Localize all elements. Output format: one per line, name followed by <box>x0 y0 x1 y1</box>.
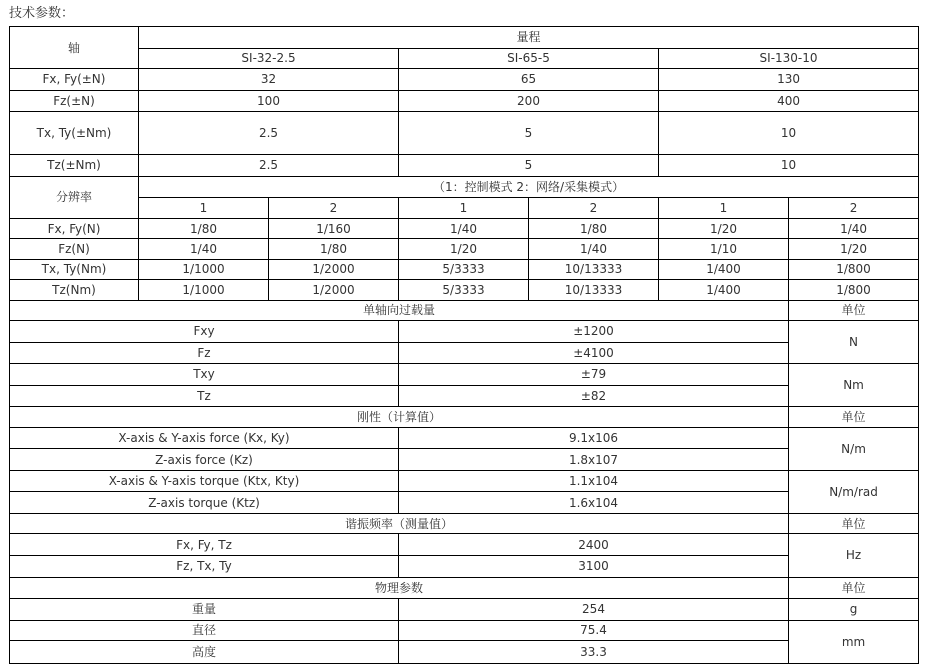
resonance-row <box>10 555 919 577</box>
model-cell: SI-130-10 <box>659 48 919 68</box>
overload-unit: N <box>789 321 919 364</box>
range-value: 10 <box>659 112 919 155</box>
overload-row <box>10 321 919 343</box>
range-row <box>10 69 919 91</box>
overload-value: ±4100 <box>399 342 789 364</box>
resonance-row <box>10 534 919 556</box>
stiffness-unit: N/m <box>789 427 919 470</box>
physical-value: 33.3 <box>399 641 789 664</box>
unit-header: 单位 <box>789 513 919 533</box>
range-value: 5 <box>399 155 659 177</box>
model-cell: SI-65-5 <box>399 48 659 68</box>
physical-header-row <box>10 577 919 599</box>
resolution-value: 1/160 <box>269 218 399 238</box>
resolution-header-row <box>10 176 919 198</box>
mode-cell: 1 <box>139 198 269 218</box>
resolution-value: 1/800 <box>789 280 919 300</box>
resolution-value: 1/40 <box>789 218 919 238</box>
resolution-value: 1/20 <box>659 218 789 238</box>
resolution-value: 1/400 <box>659 280 789 300</box>
stiffness-row-label: Z-axis force (Kz) <box>10 449 399 471</box>
mode-cell: 2 <box>529 198 659 218</box>
overload-row-label: Fz <box>10 342 399 364</box>
resolution-value: 1/2000 <box>269 259 399 279</box>
range-value: 100 <box>139 90 399 112</box>
range-value: 130 <box>659 69 919 91</box>
mode-cell: 1 <box>659 198 789 218</box>
resolution-value: 5/3333 <box>399 259 529 279</box>
page-title: 技术参数： <box>9 6 75 21</box>
physical-unit: g <box>789 599 919 621</box>
resonance-title: 谐振频率（测量值） <box>10 513 789 533</box>
resolution-row <box>10 259 919 279</box>
physical-title: 物理参数 <box>10 577 789 599</box>
resolution-value: 1/20 <box>399 239 529 259</box>
stiffness-row <box>10 470 919 492</box>
range-value: 400 <box>659 90 919 112</box>
resolution-value: 1/40 <box>399 218 529 238</box>
stiffness-unit: N/m/rad <box>789 470 919 513</box>
resolution-value: 1/10 <box>659 239 789 259</box>
range-value: 65 <box>399 69 659 91</box>
resolution-row <box>10 239 919 259</box>
physical-row-label: 直径 <box>10 620 399 640</box>
resolution-value: 1/1000 <box>139 259 269 279</box>
overload-row <box>10 364 919 386</box>
physical-value: 75.4 <box>399 620 789 640</box>
overload-row-label: Txy <box>10 364 399 386</box>
stiffness-title: 刚性（计算值） <box>10 407 789 427</box>
stiffness-header-row <box>10 407 919 427</box>
mode-cell: 2 <box>269 198 399 218</box>
unit-header: 单位 <box>789 300 919 320</box>
resonance-unit: Hz <box>789 534 919 577</box>
resolution-value: 1/400 <box>659 259 789 279</box>
spec-table <box>9 26 919 664</box>
resolution-value: 1/40 <box>139 239 269 259</box>
header-row <box>10 27 919 49</box>
physical-row <box>10 641 919 664</box>
stiffness-value: 1.1x104 <box>399 470 789 492</box>
range-value: 2.5 <box>139 155 399 177</box>
resolution-value: 1/1000 <box>139 280 269 300</box>
resolution-row <box>10 280 919 300</box>
resolution-label: 分辨率 <box>10 176 139 218</box>
resolution-value: 1/20 <box>789 239 919 259</box>
resolution-value: 1/80 <box>529 218 659 238</box>
stiffness-row <box>10 427 919 449</box>
resonance-row-label: Fz, Tx, Ty <box>10 555 399 577</box>
overload-unit: Nm <box>789 364 919 407</box>
stiffness-value: 1.6x104 <box>399 492 789 514</box>
stiffness-row <box>10 449 919 471</box>
physical-row <box>10 599 919 621</box>
range-header: 量程 <box>139 27 919 49</box>
overload-row <box>10 342 919 364</box>
resolution-value: 1/40 <box>529 239 659 259</box>
resolution-row-label: Tx, Ty(Nm) <box>10 259 139 279</box>
range-row <box>10 112 919 155</box>
range-row-label: Fx, Fy(±N) <box>10 69 139 91</box>
stiffness-row-label: X-axis & Y-axis force (Kx, Ky) <box>10 427 399 449</box>
stiffness-value: 9.1x106 <box>399 427 789 449</box>
range-value: 2.5 <box>139 112 399 155</box>
mode-note: （1：控制模式 2：网络/采集模式） <box>139 176 919 198</box>
resolution-row-label: Fx, Fy(N) <box>10 218 139 238</box>
resolution-row-label: Fz(N) <box>10 239 139 259</box>
resolution-value: 10/13333 <box>529 280 659 300</box>
physical-row-label: 重量 <box>10 599 399 621</box>
resolution-value: 1/80 <box>139 218 269 238</box>
resolution-value: 5/3333 <box>399 280 529 300</box>
range-value: 200 <box>399 90 659 112</box>
model-cell: SI-32-2.5 <box>139 48 399 68</box>
resolution-value: 1/800 <box>789 259 919 279</box>
physical-unit: mm <box>789 620 919 663</box>
overload-row <box>10 385 919 407</box>
stiffness-row <box>10 492 919 514</box>
range-row-label: Tz(±Nm) <box>10 155 139 177</box>
resonance-row-label: Fx, Fy, Tz <box>10 534 399 556</box>
overload-title: 单轴向过载量 <box>10 300 789 320</box>
resolution-row-label: Tz(Nm) <box>10 280 139 300</box>
range-row <box>10 90 919 112</box>
stiffness-value: 1.8x107 <box>399 449 789 471</box>
overload-header-row <box>10 300 919 320</box>
unit-header: 单位 <box>789 407 919 427</box>
resolution-value: 1/2000 <box>269 280 399 300</box>
overload-value: ±82 <box>399 385 789 407</box>
stiffness-row-label: Z-axis torque (Ktz) <box>10 492 399 514</box>
range-row-label: Fz(±N) <box>10 90 139 112</box>
resonance-header-row <box>10 513 919 533</box>
physical-value: 254 <box>399 599 789 621</box>
overload-value: ±1200 <box>399 321 789 343</box>
resonance-value: 2400 <box>399 534 789 556</box>
range-value: 5 <box>399 112 659 155</box>
stiffness-row-label: X-axis & Y-axis torque (Ktx, Kty) <box>10 470 399 492</box>
range-row <box>10 155 919 177</box>
resolution-value: 1/80 <box>269 239 399 259</box>
physical-row-label: 高度 <box>10 641 399 664</box>
model-row <box>10 48 919 68</box>
resolution-row <box>10 218 919 238</box>
range-value: 32 <box>139 69 399 91</box>
mode-cell: 2 <box>789 198 919 218</box>
physical-row <box>10 620 919 640</box>
overload-value: ±79 <box>399 364 789 386</box>
resonance-value: 3100 <box>399 555 789 577</box>
unit-header: 单位 <box>789 577 919 599</box>
range-value: 10 <box>659 155 919 177</box>
mode-cell: 1 <box>399 198 529 218</box>
range-row-label: Tx, Ty(±Nm) <box>10 112 139 155</box>
mode-row <box>10 198 919 218</box>
overload-row-label: Fxy <box>10 321 399 343</box>
resolution-value: 10/13333 <box>529 259 659 279</box>
overload-row-label: Tz <box>10 385 399 407</box>
axis-header: 轴 <box>10 27 139 69</box>
